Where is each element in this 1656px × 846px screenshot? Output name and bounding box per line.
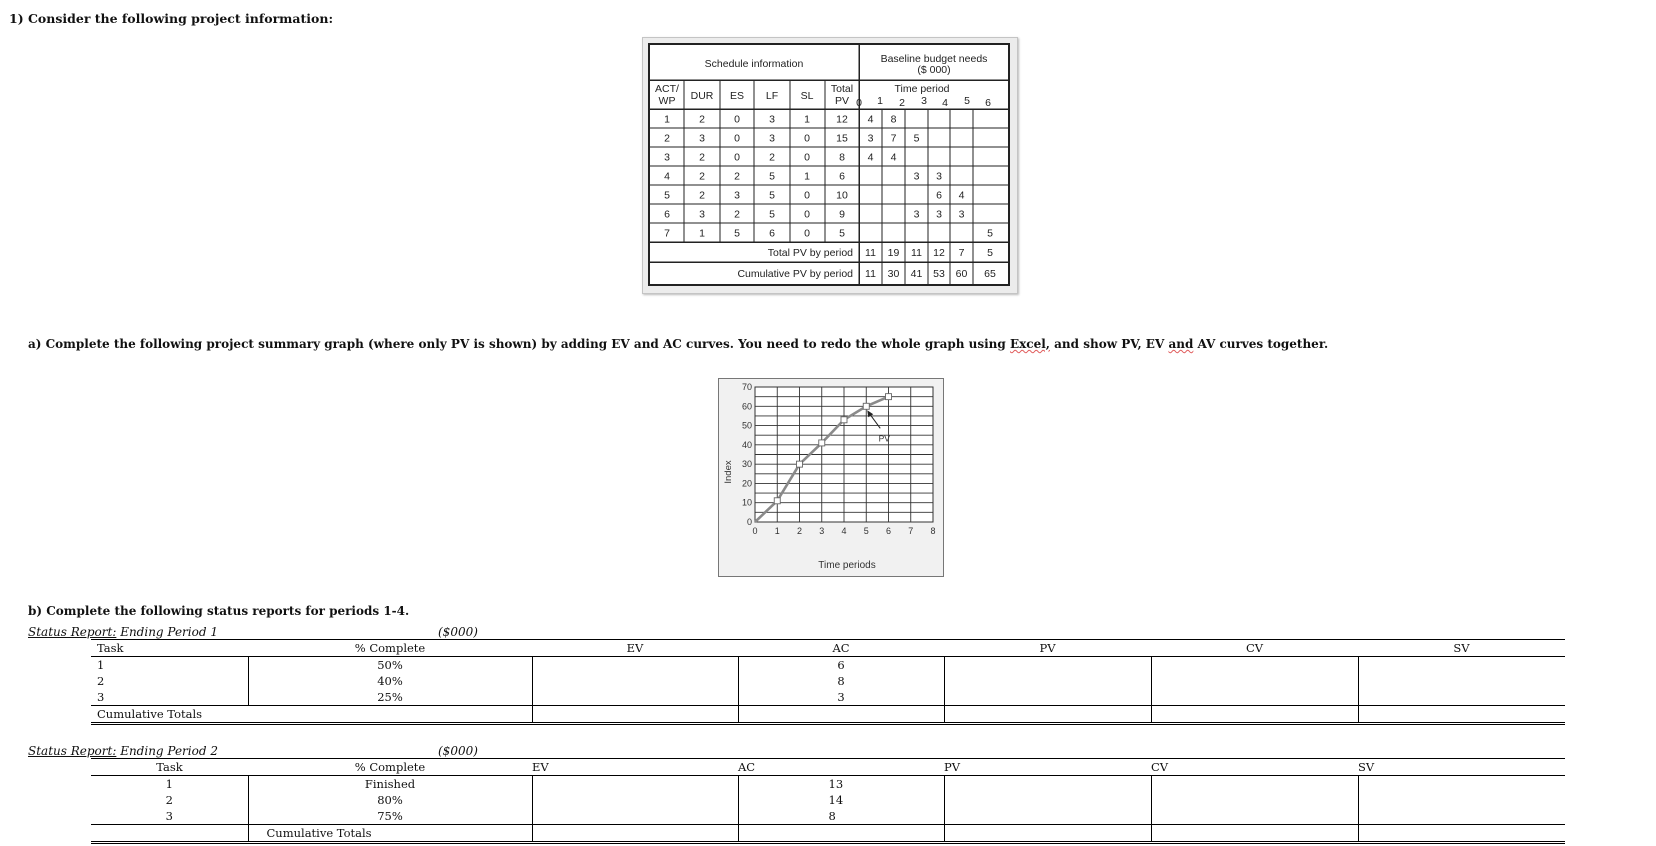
report-2-task-cell: 3 bbox=[165, 809, 173, 823]
period-value-cell: 3 bbox=[936, 208, 942, 221]
project-info-table bbox=[648, 43, 1010, 286]
report-1-complete-cell: 25% bbox=[248, 689, 532, 706]
report-1-title-prefix: Status Report: bbox=[28, 625, 117, 639]
act-header: ACT/ bbox=[655, 83, 679, 95]
report-1-ac-cell: 3 bbox=[738, 689, 944, 706]
report-1-ac-cell: 6 bbox=[738, 657, 944, 674]
report-1-totals-row bbox=[91, 706, 1565, 724]
x-tick-label: 1 bbox=[774, 526, 780, 536]
status-report-1-table bbox=[91, 639, 1565, 725]
report-1-task-cell: 3 bbox=[97, 690, 105, 704]
project-table-cell: 0 bbox=[804, 208, 810, 221]
report-2-ac-cell: 8 bbox=[738, 808, 944, 825]
cumulative-pv-value: 11 bbox=[865, 268, 876, 280]
report-2-sv-total[interactable] bbox=[1358, 825, 1565, 843]
y-tick-label: 60 bbox=[741, 401, 752, 412]
report-2-sv-header: SV bbox=[1358, 759, 1565, 776]
report-1-title-rest: Ending Period 1 bbox=[116, 625, 218, 639]
table-row bbox=[91, 792, 1565, 808]
report-1-cv-cell[interactable] bbox=[1151, 657, 1358, 674]
question-1-heading: 1) Consider the following project information: bbox=[9, 11, 334, 26]
report-2-header-row bbox=[91, 759, 1565, 776]
report-2-ev-cell[interactable] bbox=[532, 776, 738, 793]
report-1-cv-total[interactable] bbox=[1151, 706, 1358, 724]
report-2-cv-cell[interactable] bbox=[1151, 808, 1358, 825]
x-tick-label: 8 bbox=[930, 526, 936, 536]
project-table-cell: 2 bbox=[734, 208, 740, 221]
y-axis-label: Index bbox=[723, 460, 734, 484]
project-table-cell: 10 bbox=[836, 189, 848, 202]
total-pv-value: 11 bbox=[911, 247, 922, 259]
project-table-cell: 7 bbox=[664, 227, 670, 240]
report-2-pv-total[interactable] bbox=[944, 825, 1151, 843]
x-tick-label: 5 bbox=[863, 526, 869, 536]
question-1a-text bbox=[28, 337, 1328, 351]
project-table-cell: 3 bbox=[769, 113, 775, 126]
period-value-cell: 3 bbox=[867, 132, 874, 145]
report-1-pv-total[interactable] bbox=[944, 706, 1151, 724]
y-tick-label: 70 bbox=[741, 382, 752, 392]
budget-needs-unit: ($ 000) bbox=[917, 64, 951, 76]
project-table-cell: 0 bbox=[804, 151, 810, 164]
project-table-cell: 1 bbox=[804, 113, 810, 126]
cumulative-pv-value: 30 bbox=[887, 268, 900, 280]
wp-header: WP bbox=[658, 95, 676, 107]
project-table-cell: 5 bbox=[769, 208, 775, 221]
report-2-cv-header: CV bbox=[1151, 759, 1358, 776]
report-1-ac-cell: 8 bbox=[738, 673, 944, 689]
y-tick-label: 40 bbox=[741, 439, 752, 450]
pv-point bbox=[797, 461, 803, 467]
question-1a-end: AV curves together. bbox=[1193, 337, 1329, 351]
total-header: Total bbox=[830, 83, 854, 95]
pv-point bbox=[774, 498, 780, 504]
project-table-cell: 6 bbox=[839, 170, 845, 183]
pv-chart-figure bbox=[718, 378, 944, 577]
report-1-sv-total[interactable] bbox=[1358, 706, 1565, 724]
x-tick-label: 7 bbox=[908, 526, 914, 536]
report-1-ev-header: EV bbox=[532, 640, 738, 657]
x-tick-label: 3 bbox=[819, 526, 825, 536]
report-1-cv-cell[interactable] bbox=[1151, 689, 1358, 706]
pv-point bbox=[863, 403, 869, 409]
project-table-cell: 5 bbox=[769, 189, 775, 202]
x-axis-label: Time periods bbox=[818, 560, 876, 571]
report-1-ac-total[interactable] bbox=[738, 706, 944, 724]
cumulative-pv-value: 41 bbox=[910, 268, 923, 280]
report-1-ev-cell[interactable] bbox=[532, 689, 738, 706]
es-header: ES bbox=[729, 90, 745, 102]
report-2-ac-total[interactable] bbox=[738, 825, 944, 843]
report-1-unit: ($000) bbox=[438, 625, 478, 639]
project-table-cell: 3 bbox=[664, 151, 670, 164]
project-table-cell: 2 bbox=[769, 151, 775, 164]
report-2-ac-cell: 14 bbox=[738, 792, 944, 808]
question-1a-main: a) Complete the following project summary graph (where only PV is shown) by adding EV and AC curves. You need to redo the whole graph using bbox=[28, 337, 1006, 351]
report-1-pv-cell[interactable] bbox=[944, 689, 1151, 706]
period-value-cell: 3 bbox=[958, 208, 965, 221]
report-2-ev-header: EV bbox=[532, 759, 738, 776]
project-table-cell: 0 bbox=[734, 132, 740, 145]
report-2-ac-cell: 13 bbox=[738, 776, 944, 793]
period-value-cell: 5 bbox=[987, 227, 993, 240]
period-value-cell: 4 bbox=[890, 151, 897, 164]
report-2-totals-spacer bbox=[91, 825, 248, 843]
report-1-sv-cell[interactable] bbox=[1358, 657, 1565, 674]
report-2-unit: ($000) bbox=[438, 744, 478, 758]
report-2-title-rest: Ending Period 2 bbox=[116, 744, 218, 758]
report-1-ev-cell[interactable] bbox=[532, 673, 738, 689]
report-2-ev-cell[interactable] bbox=[532, 792, 738, 808]
question-1a-mid: and show PV, EV bbox=[1049, 337, 1165, 351]
report-1-sv-cell[interactable] bbox=[1358, 689, 1565, 706]
pv-point bbox=[886, 394, 892, 400]
sl-header: SL bbox=[800, 90, 814, 102]
report-2-complete-cell: Finished bbox=[248, 776, 532, 793]
report-2-title-prefix: Status Report: bbox=[28, 744, 117, 758]
total-pv-value: 7 bbox=[958, 247, 965, 259]
pv-header: PV bbox=[834, 95, 850, 107]
project-info-grid bbox=[650, 45, 1008, 284]
question-1a-and: and bbox=[1168, 337, 1194, 351]
project-table-cell: 3 bbox=[769, 132, 775, 145]
report-1-pv-cell[interactable] bbox=[944, 673, 1151, 689]
pv-point bbox=[841, 417, 847, 423]
project-table-cell: 2 bbox=[699, 113, 705, 126]
project-table-cell: 8 bbox=[839, 151, 845, 164]
report-1-title bbox=[28, 625, 218, 639]
project-table-cell: 3 bbox=[699, 208, 705, 221]
report-1-ac-header: AC bbox=[738, 640, 944, 657]
project-table-cell: 3 bbox=[734, 189, 740, 202]
x-tick-label: 4 bbox=[841, 526, 847, 536]
table-row bbox=[91, 673, 1565, 689]
report-2-task-header: Task bbox=[91, 759, 248, 776]
period-number: 6 bbox=[985, 97, 991, 109]
project-table-cell: 5 bbox=[769, 170, 775, 183]
period-number: 2 bbox=[899, 97, 905, 109]
report-2-pv-header: PV bbox=[944, 759, 1151, 776]
period-value-cell: 5 bbox=[913, 132, 920, 145]
period-value-cell: 8 bbox=[890, 113, 897, 126]
report-2-ev-total[interactable] bbox=[532, 825, 738, 843]
report-1-header-row bbox=[91, 640, 1565, 657]
report-1-sv-header: SV bbox=[1358, 640, 1565, 657]
project-table-cell: 1 bbox=[699, 227, 705, 240]
table-row bbox=[91, 776, 1565, 793]
pv-chart bbox=[719, 379, 942, 575]
report-1-pv-header: PV bbox=[944, 640, 1151, 657]
report-1-ev-cell[interactable] bbox=[532, 657, 738, 674]
period-value-cell: 4 bbox=[867, 113, 874, 126]
report-1-pv-cell[interactable] bbox=[944, 657, 1151, 674]
table-row bbox=[91, 808, 1565, 825]
report-2-pv-cell[interactable] bbox=[944, 776, 1151, 793]
project-table-cell: 0 bbox=[804, 227, 810, 240]
x-tick-label: 6 bbox=[885, 526, 892, 536]
table-row bbox=[91, 689, 1565, 706]
y-tick-label: 30 bbox=[741, 459, 752, 470]
total-pv-value: 19 bbox=[887, 247, 900, 259]
question-1a-excel: Excel, bbox=[1009, 337, 1050, 351]
project-table-cell: 6 bbox=[769, 227, 775, 240]
report-1-cv-header: CV bbox=[1151, 640, 1358, 657]
project-table-cell: 0 bbox=[804, 189, 810, 202]
project-table-cell: 15 bbox=[836, 132, 848, 145]
project-table-cell: 2 bbox=[699, 189, 705, 202]
total-pv-value: 5 bbox=[987, 247, 993, 259]
time-period-label: Time period bbox=[894, 83, 950, 95]
project-table-cell: 1 bbox=[664, 113, 670, 126]
period-number: 4 bbox=[942, 97, 948, 109]
period-value-cell: 3 bbox=[936, 170, 942, 183]
project-table-cell: 5 bbox=[839, 227, 845, 240]
report-2-title bbox=[28, 744, 218, 758]
report-2-task-cell: 2 bbox=[165, 793, 173, 807]
report-2-cv-cell[interactable] bbox=[1151, 776, 1358, 793]
report-1-task-cell: 1 bbox=[97, 658, 105, 672]
cumulative-pv-value: 53 bbox=[933, 268, 945, 280]
report-2-sv-cell[interactable] bbox=[1358, 808, 1565, 825]
report-2-totals-row bbox=[91, 825, 1565, 843]
y-tick-label: 20 bbox=[741, 478, 752, 489]
total-pv-value: 12 bbox=[933, 247, 945, 259]
period-number: 5 bbox=[964, 95, 970, 107]
period-number: 1 bbox=[877, 95, 883, 107]
x-tick-label: 0 bbox=[752, 526, 758, 536]
period-value-cell: 3 bbox=[913, 170, 920, 183]
report-2-pv-cell[interactable] bbox=[944, 792, 1151, 808]
project-table-cell: 5 bbox=[664, 189, 670, 202]
report-2-complete-header: % Complete bbox=[248, 759, 532, 776]
status-report-2-table bbox=[91, 758, 1565, 844]
report-1-totals-label: Cumulative Totals bbox=[91, 706, 532, 724]
project-table-cell: 5 bbox=[734, 227, 740, 240]
period-value-cell: 6 bbox=[936, 189, 942, 202]
period-value-cell: 4 bbox=[958, 189, 965, 202]
report-2-complete-cell: 75% bbox=[248, 808, 532, 825]
report-2-pv-cell[interactable] bbox=[944, 808, 1151, 825]
report-2-complete-cell: 80% bbox=[248, 792, 532, 808]
project-table-cell: 2 bbox=[734, 170, 740, 183]
question-1b-text: b) Complete the following status reports for periods 1-4. bbox=[28, 604, 410, 618]
cumulative-pv-value: 65 bbox=[984, 268, 996, 280]
period-value-cell: 3 bbox=[913, 208, 920, 221]
project-table-cell: 0 bbox=[804, 132, 810, 145]
period-value-cell: 7 bbox=[890, 132, 897, 145]
period-number: 3 bbox=[921, 95, 927, 107]
project-table-cell: 2 bbox=[664, 132, 670, 145]
schedule-info-header: Schedule information bbox=[704, 58, 804, 70]
budget-needs-header: Baseline budget needs bbox=[880, 53, 988, 65]
report-1-task-cell: 2 bbox=[97, 674, 105, 688]
project-table-cell: 2 bbox=[699, 170, 705, 183]
report-2-cv-cell[interactable] bbox=[1151, 792, 1358, 808]
total-pv-label: Total PV by period bbox=[767, 247, 853, 259]
project-table-cell: 2 bbox=[699, 151, 705, 164]
lf-header: LF bbox=[765, 90, 779, 102]
y-tick-label: 50 bbox=[741, 420, 752, 431]
period-number: 0 bbox=[856, 97, 862, 109]
report-2-totals-label: Cumulative Totals bbox=[248, 825, 532, 843]
total-pv-value: 11 bbox=[865, 247, 876, 259]
report-1-complete-cell: 40% bbox=[248, 673, 532, 689]
project-table-cell: 4 bbox=[664, 170, 670, 183]
cumulative-pv-label: Cumulative PV by period bbox=[737, 268, 853, 280]
table-row bbox=[91, 657, 1565, 674]
report-2-ev-cell[interactable] bbox=[532, 808, 738, 825]
pv-annotation: PV bbox=[878, 433, 890, 444]
y-tick-label: 0 bbox=[746, 517, 752, 527]
period-value-cell: 4 bbox=[867, 151, 874, 164]
dur-header: DUR bbox=[690, 90, 714, 102]
project-table-cell: 12 bbox=[836, 113, 848, 126]
project-table-cell: 6 bbox=[664, 208, 670, 221]
pv-point bbox=[819, 440, 825, 446]
project-table-cell: 3 bbox=[699, 132, 705, 145]
report-2-sv-cell[interactable] bbox=[1358, 792, 1565, 808]
report-2-ac-header: AC bbox=[738, 759, 944, 776]
report-2-cv-total[interactable] bbox=[1151, 825, 1358, 843]
project-info-figure bbox=[642, 37, 1018, 294]
cumulative-pv-value: 60 bbox=[955, 268, 968, 280]
report-2-sv-cell[interactable] bbox=[1358, 776, 1565, 793]
project-table-cell: 0 bbox=[734, 113, 740, 126]
x-tick-label: 2 bbox=[796, 526, 803, 536]
report-1-sv-cell[interactable] bbox=[1358, 673, 1565, 689]
project-table-cell: 0 bbox=[734, 151, 740, 164]
report-1-complete-cell: 50% bbox=[248, 657, 532, 674]
project-table-cell: 1 bbox=[804, 170, 810, 183]
report-1-complete-header: % Complete bbox=[248, 640, 532, 657]
report-1-cv-cell[interactable] bbox=[1151, 673, 1358, 689]
report-2-task-cell: 1 bbox=[165, 777, 173, 791]
project-table-cell: 9 bbox=[839, 208, 845, 221]
report-1-ev-total[interactable] bbox=[532, 706, 738, 724]
report-1-task-header: Task bbox=[91, 640, 248, 657]
y-tick-label: 10 bbox=[741, 497, 752, 508]
